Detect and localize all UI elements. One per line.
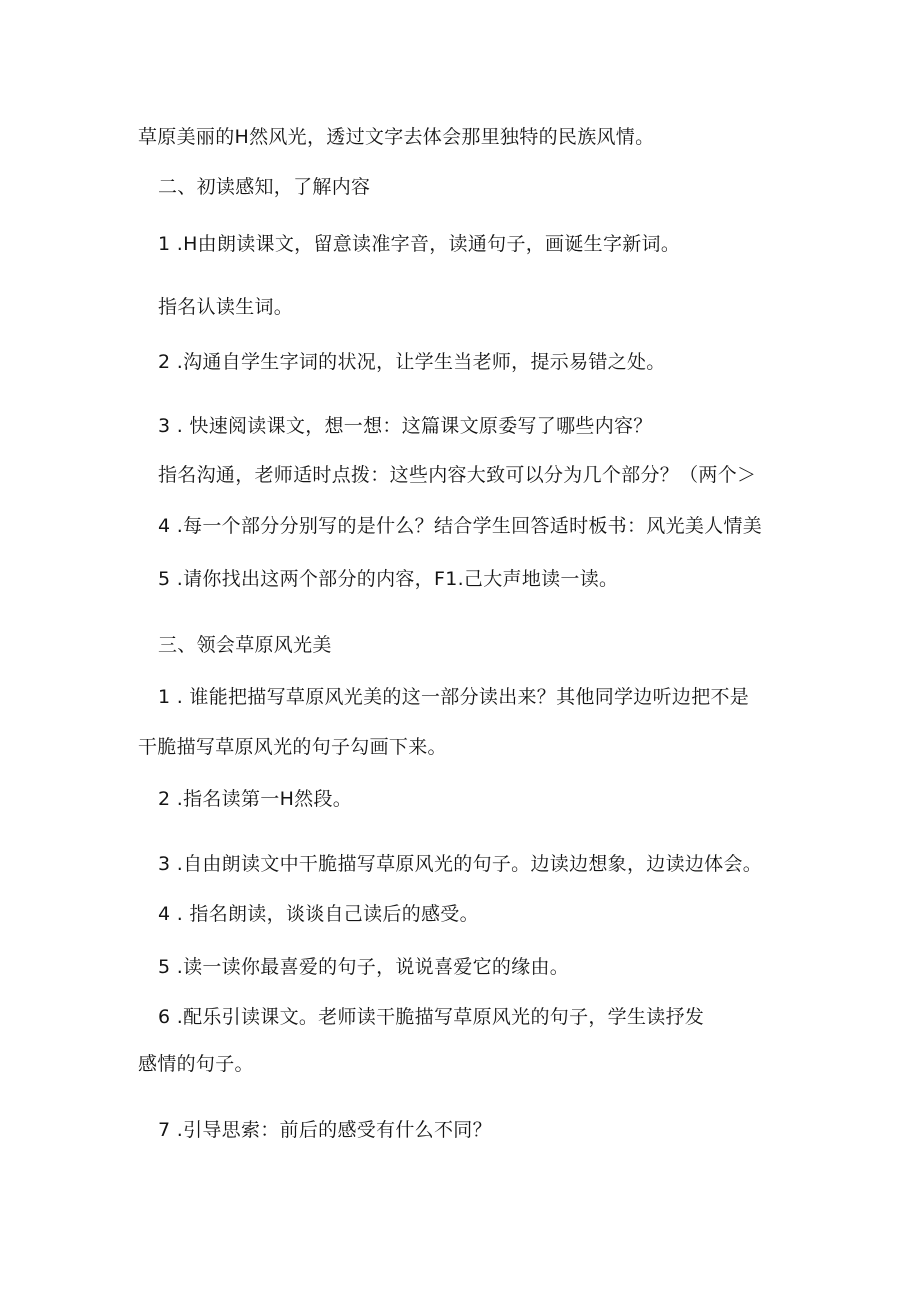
- list-item: 2 .指名读第一H然段。: [158, 788, 353, 810]
- list-item: 1 . 谁能把描写草原风光美的这一部分读出来？其他同学边听边把不是: [158, 686, 750, 708]
- list-item: 5 .读一读你最喜爱的句子，说说喜爱它的缘由。: [158, 956, 570, 978]
- list-item: 3 .自由朗读文中干脆描写草原风光的句子。边读边想象，边读边体会。: [158, 853, 763, 875]
- list-item: 7 .引导思索：前后的感受有什么不同？: [158, 1119, 492, 1141]
- list-item: 5 .请你找出这两个部分的内容，F1.己大声地读一读。: [158, 568, 619, 590]
- list-item: 4 . 指名朗读，谈谈自己读后的感受。: [158, 903, 479, 925]
- paragraph-continuation: 感情的句子。: [138, 1053, 254, 1075]
- list-item: 3 . 快速阅读课文，想一想：这篇课文原委写了哪些内容？: [158, 415, 653, 437]
- list-item: 4 .每一个部分分别写的是什么？结合学生回答适时板书：风光美人情美: [158, 515, 763, 537]
- section-heading-3: 三、领会草原风光美: [158, 634, 332, 656]
- paragraph-continuation: 干脆描写草原风光的句子勾画下来。: [138, 736, 447, 758]
- paragraph-intro-continuation: 草原美丽的H然风光，透过文字去体会那里独特的民族风情。: [138, 126, 655, 148]
- list-item: 6 .配乐引读课文。老师读干脆描写草原风光的句子，学生读抒发: [158, 1006, 705, 1028]
- section-heading-2: 二、初读感知，了解内容: [158, 176, 371, 198]
- paragraph: 指名沟通，老师适时点拨：这些内容大致可以分为几个部分？（两个＞: [158, 464, 757, 486]
- list-item: 1 .H由朗读课文，留意读准字音，读通句子，画诞生字新词。: [158, 233, 681, 255]
- paragraph: 指名认读生词。: [158, 296, 294, 318]
- list-item: 2 .沟通自学生字词的状况，让学生当老师，提示易错之处。: [158, 351, 666, 373]
